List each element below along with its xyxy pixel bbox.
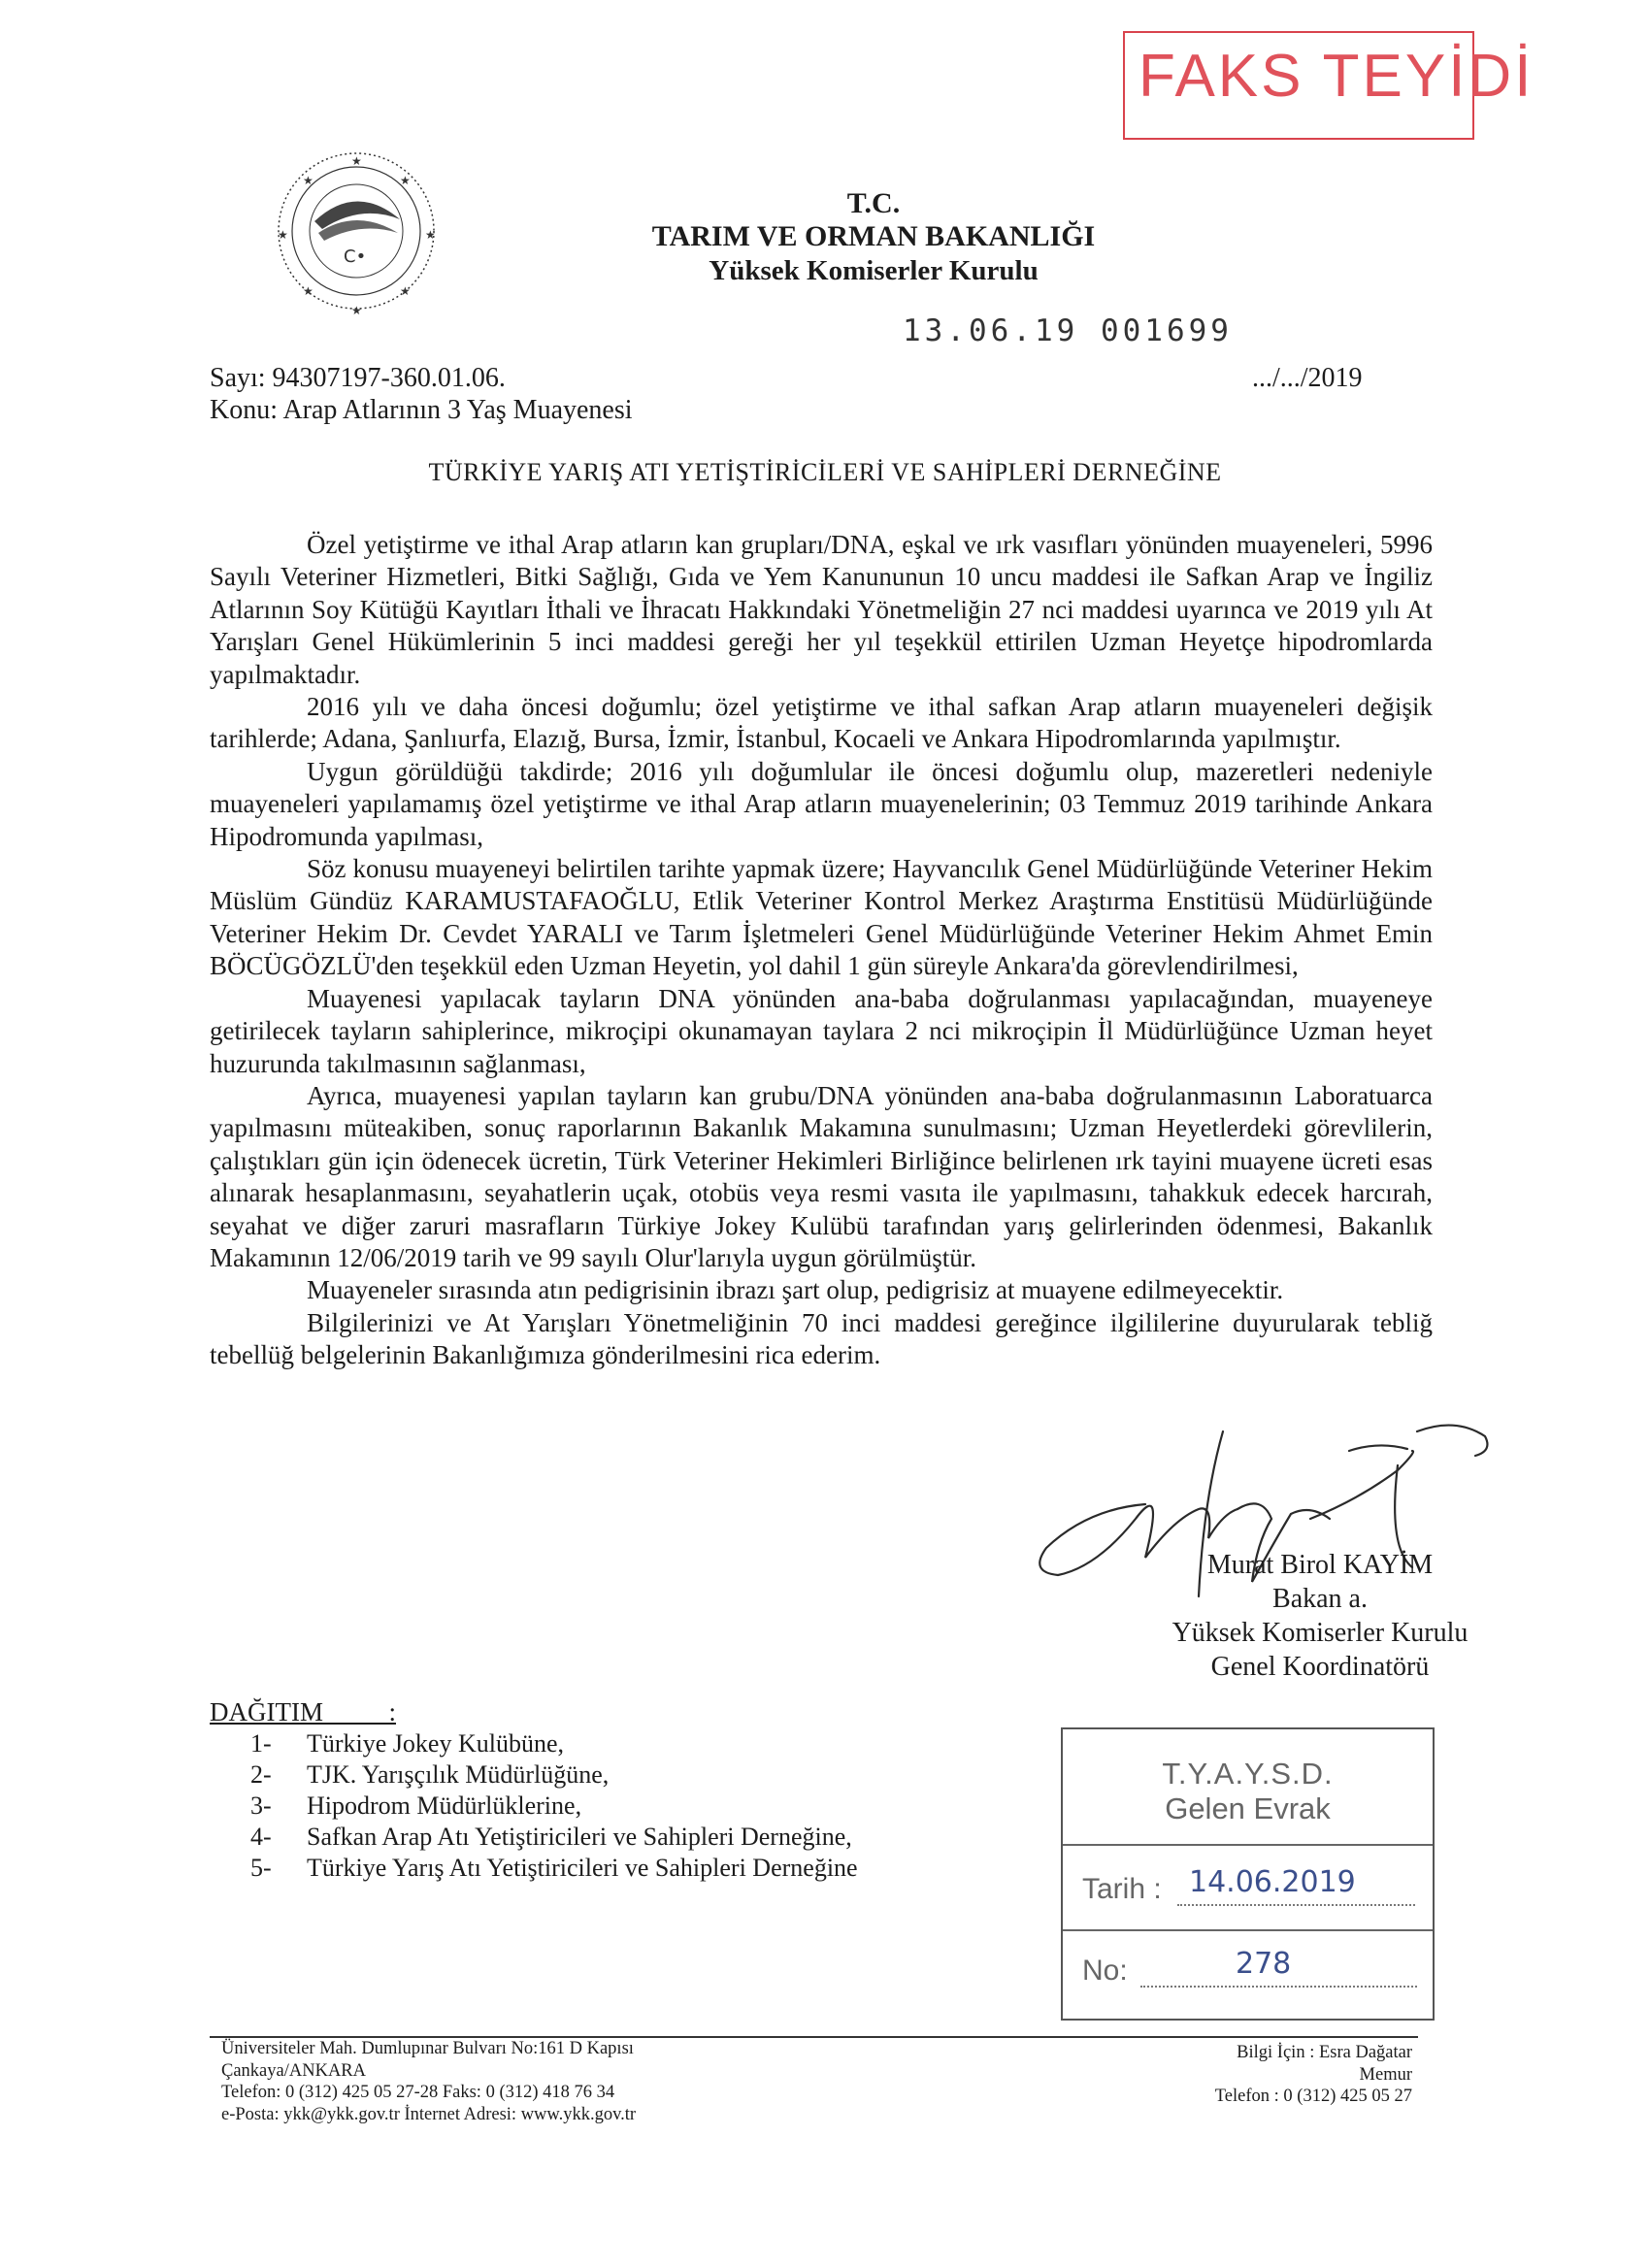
footer-phone-fax: Telefon: 0 (312) 425 05 27-28 Faks: 0 (312) 418 76 34 [221, 2083, 615, 2102]
list-item-text: Safkan Arap Atı Yetiştiricileri ve Sahipleri Derneğine, [307, 1823, 852, 1851]
board-heading: Yüksek Komiserler Kurulu [709, 255, 1039, 286]
stamp-date-line [1177, 1904, 1415, 1906]
signatory-position: Genel Koordinatörü [1210, 1652, 1430, 1682]
ministry-heading: TARIM VE ORMAN BAKANLIĞI [651, 220, 1096, 252]
footer-address [221, 2038, 636, 2125]
list-item-text: TJK. Yarışçılık Müdürlüğüne, [307, 1760, 610, 1789]
signature-block [1068, 1548, 1514, 1684]
recipient-line: TÜRKİYE YARIŞ ATI YETİŞTİRİCİLERİ VE SAHİPLERİ DERNEĞİNE [428, 458, 1222, 486]
signatory-title: Bakan a. [1272, 1584, 1368, 1614]
footer-address-line: Çankaya/ANKARA [221, 2060, 367, 2081]
svg-text:★: ★ [351, 304, 362, 317]
body-paragraph: Söz konusu muayeneyi belirtilen tarihte yapmak üzere; Hayvancılık Genel Müdürlüğünde Veteriner Hekim Müslüm Gündüz KARAMUSTAFAOĞLU, Etlik Veteriner Kontrol Merkez Araştırma Enstitüsü Müdürlüğünde Veteriner Hekim Dr. Cevdet YARALI ve Tarım İşletmeleri Genel Müdürlüğünde Veteriner Hekim Ahmet Emin BÖCÜGÖZLÜ'den teşekkül eden Uzman Heyetin, yol dahil 1 gün süreyle Ankara'da görevlendirilmesi, [210, 854, 1433, 981]
body-paragraph: Muayeneler sırasında atın pedigrisinin ibrazı şart olup, pedigrisiz at muayene edilmeyecektir. [307, 1275, 1284, 1305]
list-item [250, 1759, 858, 1791]
list-item-number: 5- [250, 1854, 272, 1882]
stamp-organization: T.Y.A.Y.S.D. [1162, 1757, 1334, 1791]
contact-person: Bilgi İçin : Esra Dağatar [1237, 2043, 1412, 2062]
list-item-text: Hipodrom Müdürlüklerine, [307, 1791, 582, 1820]
contact-phone: Telefon : 0 (312) 425 05 27 [1214, 2087, 1412, 2106]
stamp-date-label: Tarih : [1082, 1873, 1162, 1905]
body-paragraph: Uygun görüldüğü takdirde; 2016 yılı doğumlular ile öncesi doğumlu olup, mazeretleri nedeniyle muayeneleri yapılamamış özel yetiştirme ve ithal Arap atların muayenelerinin; 03 Temmuz 2019 tarihinde Ankara Hipodromunda yapılması, [210, 756, 1433, 851]
body-paragraph: Bilgilerinizi ve At Yarışları Yönetmeliğinin 70 inci maddesi gereğince ilgililerine duyurularak tebliğ tebellüğ belgelerinin Bakanlığımıza gönderilmesini rica ederim. [210, 1307, 1433, 1370]
list-item [250, 1728, 858, 1759]
footer-email-web: e-Posta: ykk@ykk.gov.tr İnternet Adresi: www.ykk.gov.tr [221, 2104, 637, 2124]
body-paragraph: Ayrıca, muayenesi yapılan tayların kan grubu/DNA yönünden ana-baba doğrulanmasının Laboratuarca yapılmasını müteakiben, sonuç raporlarının Bakanlık Makamına sunulmasını; Uzman Heyetlerdeki görevlilerin, çalıştıkları gün için ödenecek ücretin, Türk Veteriner Hekimleri Birliğince belirlenen ırk tayini muayene ücreti esas alınarak hesaplanmasını, seyahatlerin uçak, otobüs veya resmi vasıta ile yapılmasını, tahakkuk edecek harcırah, seyahat ve diğer zaruri masrafların Türkiye Jokey Kulübü tarafından yarış gelirlerinden ödenmesi, Bakanlık Makamının 12/06/2019 tarih ve 99 sayılı Olur'larıyla uygun görülmüştür. [210, 1080, 1433, 1272]
list-item-text: Türkiye Yarış Atı Yetiştiricileri ve Sahipleri Derneğine [307, 1854, 858, 1882]
svg-text:★: ★ [351, 154, 362, 168]
footer-contact [1068, 2042, 1412, 2108]
list-item [250, 1791, 858, 1822]
body-paragraph: 2016 yılı ve daha öncesi doğumlu; özel yetiştirme ve ithal safkan Arap atların muayeneleri değişik tarihlerde; Adana, Şanlıurfa, Elazığ, Bursa, İzmir, İstanbul, Kocaeli ve Ankara Hipodromlarında yapılmıştır. [210, 692, 1433, 754]
reference-number: Sayı: 94307197-360.01.06. [210, 363, 506, 393]
svg-text:★: ★ [400, 174, 411, 187]
list-item [250, 1853, 858, 1884]
contact-role: Memur [1359, 2064, 1412, 2085]
svg-text:C•: C• [344, 247, 367, 267]
stamp-date-value: 14.06.2019 [1189, 1865, 1356, 1899]
list-item [250, 1822, 858, 1853]
country-heading: T.C. [846, 187, 901, 219]
svg-text:★: ★ [425, 228, 436, 242]
list-item-number: 1- [250, 1729, 272, 1758]
stamp-divider [1063, 1844, 1433, 1846]
body-paragraph: Muayenesi yapılacak tayların DNA yönünden ana-baba doğrulanması yapılacağından, muayeneye getirilecek tayların sahiplerince, mikroçipi okunamayan taylara 2 nci mikroçipin İl Müdürlüğünce Uzman heyet huzurunda takılmasının sağlanması, [210, 983, 1433, 1078]
list-item-text: Türkiye Jokey Kulübüne, [307, 1729, 565, 1758]
subject-line: Konu: Arap Atlarının 3 Yaş Muayenesi [210, 395, 633, 425]
signatory-office: Yüksek Komiserler Kurulu [1172, 1618, 1468, 1648]
list-item-number: 2- [250, 1760, 272, 1789]
svg-text:★: ★ [303, 284, 314, 298]
svg-text:★: ★ [400, 284, 411, 298]
stamp-no-line [1140, 1986, 1417, 1988]
letter-date: .../.../2019 [1252, 363, 1363, 393]
svg-text:★: ★ [278, 228, 288, 242]
body-paragraph: Özel yetiştirme ve ithal Arap atların kan grupları/DNA, eşkal ve ırk vasıfları yönünden muayeneleri, 5996 Sayılı Veteriner Hizmetleri, Bitki Sağlığı, Gıda ve Yem Kanununun 10 uncu maddesi ile Safkan Arap ve İngiliz Atlarının Soy Kütüğü Kayıtları İthali ve İhracatı Hakkındaki Yönetmeliğin 27 nci maddesi uyarınca ve 2019 yılı At Yarışları Genel Hükümlerinin 5 inci maddesi gereği her yıl teşekkül ettirilen Uzman Heyetçe hipodromlarda yapılmaktadır. [210, 530, 1433, 689]
received-document-stamp [1061, 1727, 1435, 2021]
svg-text:★: ★ [303, 174, 314, 187]
letter-body [210, 529, 1433, 1372]
distribution-list [250, 1728, 858, 1884]
fax-stamp-text: FAKS TEYİDİ [1138, 43, 1534, 110]
stamp-no-label: No: [1082, 1955, 1128, 1987]
list-item-number: 4- [250, 1823, 272, 1851]
fax-confirmation-stamp [1123, 31, 1534, 140]
signatory-name: Murat Birol KAYİM [1206, 1550, 1434, 1580]
list-item-number: 3- [250, 1791, 272, 1820]
footer-address-line: Üniversiteler Mah. Dumlupınar Bulvarı No:161 D Kapısı [221, 2039, 634, 2058]
stamp-divider [1063, 1929, 1433, 1931]
stamp-subtitle: Gelen Evrak [1165, 1791, 1331, 1825]
distribution-title: DAĞITIM : [210, 1697, 396, 1726]
stamp-no-value: 278 [1236, 1947, 1292, 1981]
document-number-stamp: 13.06.19 001699 [903, 313, 1233, 348]
